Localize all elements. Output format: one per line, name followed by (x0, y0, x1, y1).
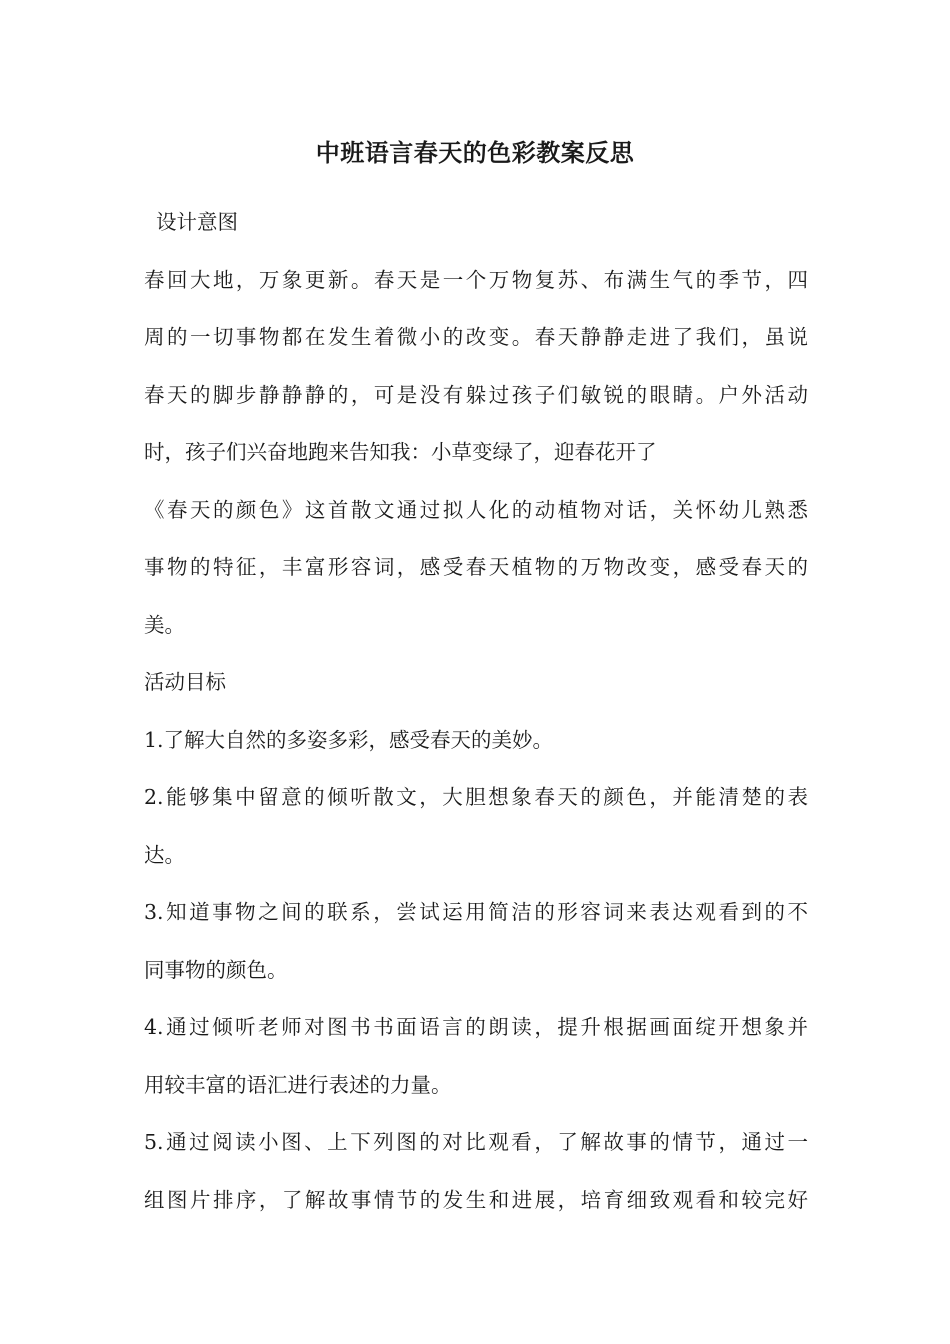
paragraph-line: 1.了解大自然的多姿多彩，感受春天的美妙。 (144, 727, 554, 752)
paragraph-line: 周的一切事物都在发生着微小的改变。春天静静走进了我们，虽说 (144, 325, 808, 349)
paragraph-line: 2.能够集中留意的倾听散文，大胆想象春天的颜色，并能清楚的表 (144, 785, 808, 809)
paragraph-line: 活动目标 (144, 670, 226, 694)
paragraph-line: 事物的特征，丰富形容词，感受春天植物的万物改变，感受春天的 (144, 555, 808, 579)
paragraph-line: 4.通过倾听老师对图书书面语言的朗读，提升根据画面绽开想象并 (144, 1015, 808, 1039)
paragraph-line: 设计意图 (156, 210, 238, 234)
paragraph-line: 用较丰富的语汇进行表述的力量。 (144, 1072, 452, 1097)
paragraph-line: 组图片排序，了解故事情节的发生和进展，培育细致观看和较完好 (144, 1187, 808, 1212)
paragraph-line: 3.知道事物之间的联系，尝试运用简洁的形容词来表达观看到的不 (144, 900, 808, 924)
document-title: 中班语言春天的色彩教案反思 (315, 138, 635, 167)
paragraph-line: 5.通过阅读小图、上下列图的对比观看，了解故事的情节，通过一 (144, 1130, 808, 1154)
paragraph-line: 春回大地，万象更新。春天是一个万物复苏、布满生气的季节，四 (144, 267, 808, 292)
paragraph-line: 时，孩子们兴奋地跑来告知我：小草变绿了，迎春花开了 (144, 440, 657, 464)
paragraph-line: 春天的脚步静静静的，可是没有躲过孩子们敏锐的眼睛。户外活动 (144, 382, 808, 407)
paragraph-line: 同事物的颜色。 (144, 957, 288, 982)
document-body (144, 202, 808, 1237)
paragraph-line: 美。 (144, 612, 185, 637)
paragraph-line: 《春天的颜色》这首散文通过拟人化的动植物对话，关怀幼儿熟悉 (144, 497, 808, 522)
paragraph-line: 达。 (144, 842, 185, 867)
